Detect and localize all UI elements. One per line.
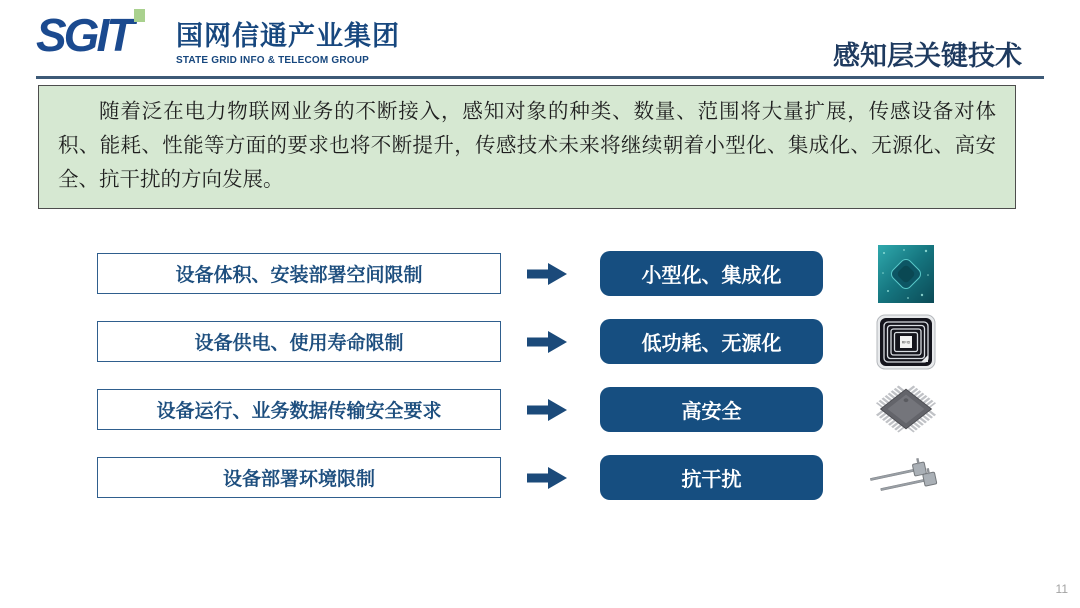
intro-paragraph: 随着泛在电力物联网业务的不断接入，感知对象的种类、数量、范围将大量扩展，传感设备对体积、能耗、性能等方面的要求也将不断提升，传感技术未来将继续朝着小型化、集成化、无源化、高安全、抗干扰的方向发展。 (58, 100, 996, 191)
solution-box (600, 387, 823, 432)
solution-box (600, 319, 823, 364)
smd-chip-photo-icon (864, 243, 948, 305)
requirement-box (97, 389, 501, 430)
rfid-tag-photo-icon (864, 311, 948, 373)
intro-text-box (38, 85, 1016, 209)
solution-label: 小型化、集成化 (641, 265, 782, 287)
company-logo: SGIT (36, 9, 132, 61)
logo-green-square-icon (134, 9, 145, 22)
requirement-box (97, 253, 501, 294)
solution-label: 低功耗、无源化 (641, 333, 782, 355)
solution-label: 抗干扰 (681, 469, 742, 491)
mapping-row (0, 250, 1080, 298)
solution-label: 高安全 (681, 401, 742, 423)
requirement-box (97, 321, 501, 362)
requirement-box (97, 457, 501, 498)
mapping-row (0, 454, 1080, 502)
ic-chip-photo-icon (864, 379, 948, 441)
right-arrow-icon (527, 331, 567, 353)
requirement-label: 设备运行、业务数据传输安全要求 (156, 401, 442, 422)
mapping-row (0, 318, 1080, 366)
requirement-label: 设备部署环境限制 (222, 469, 375, 490)
requirement-label: 设备体积、安装部署空间限制 (175, 265, 423, 286)
page-number: 11 (1055, 582, 1068, 596)
right-arrow-icon (527, 263, 567, 285)
company-name-cn: 国网信通产业集团 (176, 21, 400, 51)
header-divider (36, 76, 1044, 79)
sensor-probes-photo-icon (864, 447, 948, 509)
company-name-block (176, 22, 400, 66)
rfid-chip-label: RFID (901, 340, 911, 345)
requirement-label: 设备供电、使用寿命限制 (194, 333, 404, 354)
solution-box (600, 455, 823, 500)
company-name-en: STATE GRID INFO & TELECOM GROUP (176, 54, 370, 66)
right-arrow-icon (527, 467, 567, 489)
mapping-row (0, 386, 1080, 434)
right-arrow-icon (527, 399, 567, 421)
solution-box (600, 251, 823, 296)
page-title: 感知层关键技术 (833, 41, 1022, 71)
